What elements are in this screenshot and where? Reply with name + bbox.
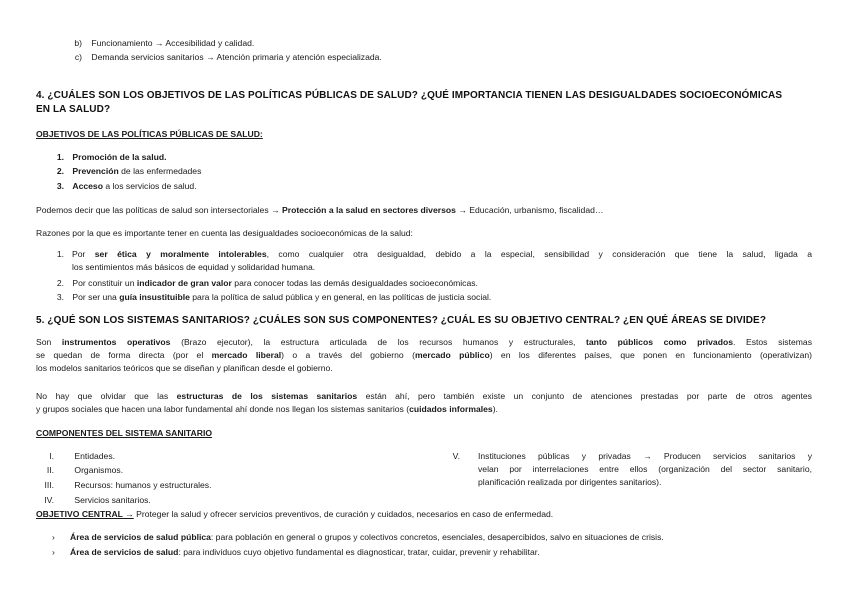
paragraph-structures <box>36 390 812 416</box>
text-run: se quedan de forma directa (por el <box>36 350 212 360</box>
section-4-heading <box>36 89 816 117</box>
area-item <box>52 531 664 544</box>
heading-line: EN LA SALUD? <box>36 104 111 115</box>
objective-bold: Prevención <box>72 166 119 176</box>
text-bold: mercado liberal <box>211 350 282 360</box>
text-run: Son <box>36 337 62 347</box>
reason-item <box>52 248 812 274</box>
component-item <box>38 494 151 507</box>
text-run: ) o a través del gobierno ( <box>281 350 415 360</box>
area-title: Área de servicios de salud pública <box>70 532 211 542</box>
text-run: Por ser una <box>72 292 120 302</box>
text-bold: tanto públicos como privados <box>586 337 733 347</box>
component-item <box>38 450 115 463</box>
text-run: ). <box>492 404 498 414</box>
text-run: Por <box>72 249 95 259</box>
roman-numeral: V. <box>452 451 460 461</box>
paragraph-line <box>36 336 812 349</box>
list-number: 1. <box>56 249 64 259</box>
text-bold: mercado público <box>414 350 490 360</box>
objective-item <box>52 180 197 193</box>
area-title: Área de servicios de salud <box>70 547 179 557</box>
text-bold: indicador de gran valor <box>136 278 232 288</box>
list-item <box>72 51 382 64</box>
list-number: 1. <box>56 152 64 162</box>
area-text: : para individuos cuyo objetivo fundamental es diagnosticar, tratar, cuidar, prevenir y rehabilitar. <box>178 547 540 557</box>
text-run: Por constituir un <box>72 278 137 288</box>
roman-numeral: III. <box>44 480 54 490</box>
objective-item <box>52 151 166 164</box>
text-run: . Estos sistemas <box>732 337 813 347</box>
reasons-intro: Razones por la que es importante tener en cuenta las desigualdades socioeconómicas de la salud: <box>36 228 413 238</box>
text-run: para conocer todas las demás desigualdades socioeconómicas. <box>231 278 478 288</box>
reason-continuation: los sentimientos más básicos de equidad y solidaridad humana. <box>72 262 316 272</box>
component-line: velan por interrelaciones entre ellos (organización del sector sanitario, <box>478 464 812 474</box>
component-item <box>38 479 211 492</box>
objective-text: Proteger la salud y ofrecer servicios preventivos, de curación y cuidados, necesarios en caso de enfermedad. <box>133 509 554 519</box>
text-run: ) en los diferentes países, que ponen en funcionamiento (operativizan) <box>489 350 813 360</box>
text-bold: cuidados informales <box>409 404 493 414</box>
list-marker: b) <box>74 38 82 48</box>
component-text: Organismos. <box>74 465 124 475</box>
objective-central <box>36 508 553 521</box>
roman-numeral: II. <box>46 465 54 475</box>
component-item-v <box>450 450 812 489</box>
text-run: Podemos decir que las políticas de salud son intersectoriales → <box>36 205 283 215</box>
text-bold: instrumentos operativos <box>61 337 171 347</box>
list-number: 2. <box>56 278 64 288</box>
paragraph-line <box>36 390 812 403</box>
paragraph-line <box>36 403 812 416</box>
text-bold: Protección a la salud en sectores diversos <box>282 205 456 215</box>
bullet-icon: › <box>52 532 55 542</box>
component-text: Servicios sanitarios. <box>74 495 151 505</box>
text-run: (Brazo ejecutor), la estructura articulada de los recursos humanos y estructurales, <box>170 337 587 347</box>
paragraph-systems <box>36 336 812 375</box>
component-line: planificación realizada por dirigentes sanitarios). <box>478 477 662 487</box>
area-item <box>52 546 540 559</box>
reason-line <box>72 248 812 261</box>
text-bold: estructuras de los sistemas sanitarios <box>176 391 358 401</box>
text-run: , como cualquier otra desigualdad, debido a la especial, sensibilidad y consideración que tiene la salud, ligada a <box>266 249 812 259</box>
list-number: 3. <box>56 181 64 191</box>
reason-item <box>52 277 478 290</box>
roman-numeral: I. <box>49 451 54 461</box>
objective-rest: de las enfermedades <box>118 166 202 176</box>
bullet-icon: › <box>52 547 55 557</box>
component-item <box>38 464 123 477</box>
text-run: → Educación, urbanismo, fiscalidad… <box>455 205 604 215</box>
list-number: 2. <box>56 166 64 176</box>
objective-bold: Promoción de la salud. <box>72 152 167 162</box>
objective-bold: Acceso <box>72 181 103 191</box>
text-run: para la política de salud pública y en general, en las políticas de justicia social. <box>189 292 492 302</box>
subheading-objectives: OBJETIVOS DE LAS POLÍTICAS PÚBLICAS DE SALUD: <box>36 129 263 139</box>
list-text: Funcionamiento → Accesibilidad y calidad. <box>91 38 255 48</box>
paragraph-line <box>36 349 812 362</box>
text-run: y grupos sociales que hacen una labor fundamental ahí donde nos llegan los sistemas sanitarios ( <box>36 404 410 414</box>
objective-rest: a los servicios de salud. <box>102 181 197 191</box>
objective-label: OBJETIVO CENTRAL → <box>36 509 134 519</box>
roman-numeral: IV. <box>44 495 54 505</box>
list-item <box>72 37 254 50</box>
component-text: Entidades. <box>74 451 116 461</box>
intersect-paragraph <box>36 204 604 217</box>
text-bold: ser ética y moralmente intolerables <box>94 249 267 259</box>
section-5-heading: 5. ¿QUÉ SON LOS SISTEMAS SANITARIOS? ¿CUÁLES SON SUS COMPONENTES? ¿CUÁL ES SU OBJETIVO CENTRAL? ¿EN QUÉ ÁREAS SE DIVIDE? <box>36 315 767 326</box>
list-number: 3. <box>56 292 64 302</box>
area-text: : para población en general o grupos y colectivos concretos, esenciales, desapercibidos, salvo en situaciones de crisis. <box>210 532 664 542</box>
paragraph-line: los modelos sanitarios teóricos que se diseñan y planifican desde el gobierno. <box>36 363 333 373</box>
component-line: Instituciones públicas y privadas → Producen servicios sanitarios y <box>478 451 812 461</box>
text-bold: guía insustituible <box>119 292 190 302</box>
component-text: Recursos: humanos y estructurales. <box>74 480 212 490</box>
objective-item <box>52 165 201 178</box>
list-marker: c) <box>74 52 82 62</box>
subheading-components: COMPONENTES DEL SISTEMA SANITARIO <box>36 428 213 438</box>
list-text: Demanda servicios sanitarios → Atención primaria y atención especializada. <box>91 52 382 62</box>
text-run: están ahí, pero también existe un conjunto de atenciones prestadas por parte de otros agentes <box>357 391 812 401</box>
heading-line: 4. ¿CUÁLES SON LOS OBJETIVOS DE LAS POLÍTICAS PÚBLICAS DE SALUD? ¿QUÉ IMPORTANCIA TIENEN LAS DESIGUALDADES SOCIOECONÓMICAS <box>36 90 783 101</box>
text-run: No hay que olvidar que las <box>36 391 177 401</box>
reason-item <box>52 291 491 304</box>
